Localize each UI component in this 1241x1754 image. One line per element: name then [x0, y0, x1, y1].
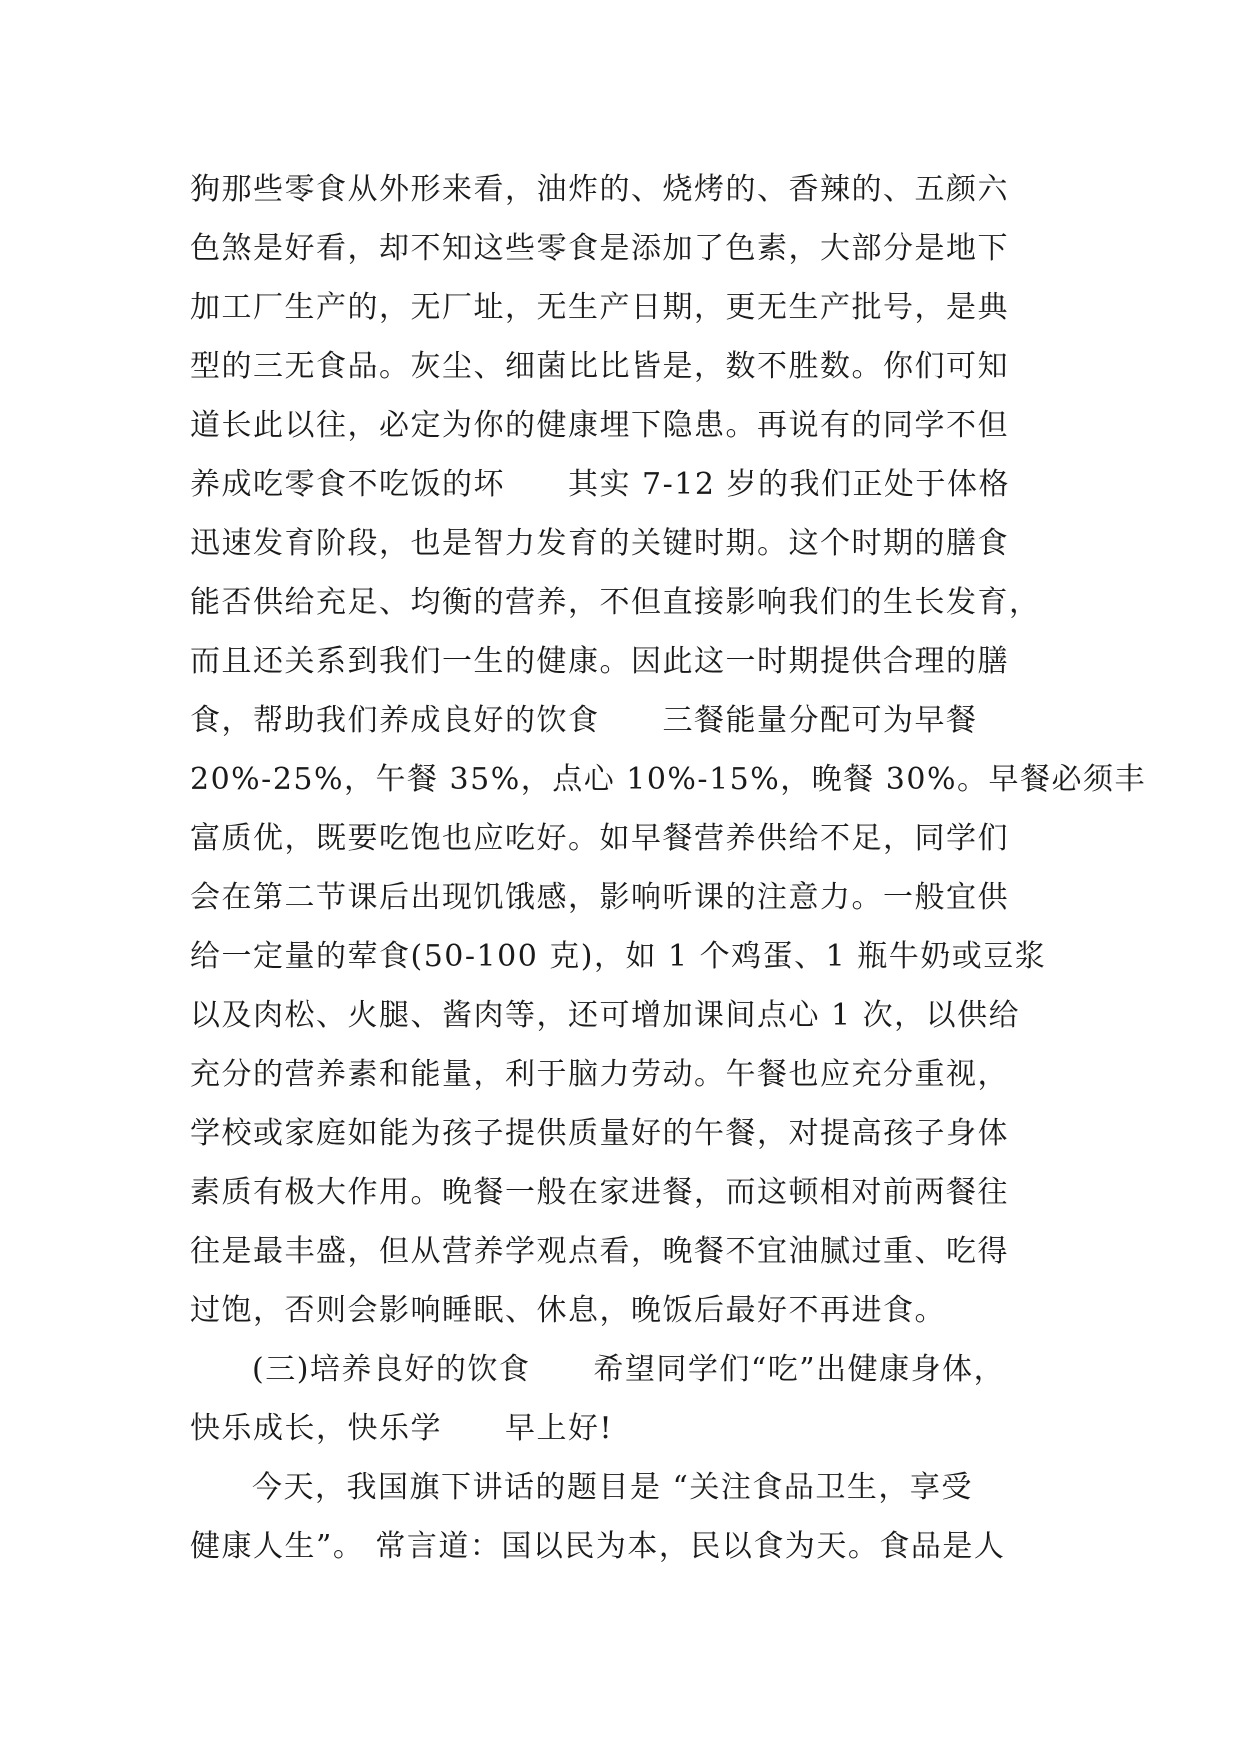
- text-line: 加工厂生产的，无厂址，无生产日期，更无生产批号，是典: [190, 290, 1009, 325]
- text-line: 狗那些零食从外形来看，油炸的、烧烤的、香辣的、五颜六: [190, 172, 1009, 207]
- text-line: 食，帮助我们养成良好的饮食 三餐能量分配可为早餐: [190, 703, 978, 738]
- text-line: 会在第二节课后出现饥饿感，影响听课的注意力。一般宜供: [190, 880, 1009, 915]
- text-line: 充分的营养素和能量，利于脑力劳动。午餐也应充分重视，: [190, 1057, 1009, 1092]
- text-line: 健康人生”。 常言道：国以民为本，民以食为天。食品是人: [190, 1529, 1006, 1564]
- text-line: 养成吃零食不吃饭的坏 其实 7-12 岁的我们正处于体格: [190, 467, 1010, 502]
- text-line: 给一定量的荤食(50-100 克)，如 1 个鸡蛋、1 瓶牛奶或豆浆: [190, 939, 1047, 974]
- text-line: 而且还关系到我们一生的健康。因此这一时期提供合理的膳: [190, 644, 1009, 679]
- text-line: 快乐成长，快乐学 早上好!: [190, 1411, 614, 1446]
- text-line: 能否供给充足、均衡的营养，不但直接影响我们的生长发育，: [190, 585, 1041, 620]
- text-line: 20%-25%，午餐 35%，点心 10%-15%，晚餐 30%。早餐必须丰: [190, 762, 1146, 797]
- paragraph-start-line: (三)培养良好的饮食 希望同学们“吃”出健康身体，: [252, 1352, 1006, 1387]
- text-line: 型的三无食品。灰尘、细菌比比皆是，数不胜数。你们可知: [190, 349, 1009, 384]
- text-line: 道长此以往，必定为你的健康埋下隐患。再说有的同学不但: [190, 408, 1009, 443]
- text-line: 过饱，否则会影响睡眠、休息，晚饭后最好不再进食。: [190, 1293, 946, 1328]
- paragraph-start-line: 今天，我国旗下讲话的题目是 “关注食品卫生，享受: [252, 1470, 973, 1505]
- text-line: 以及肉松、火腿、酱肉等，还可增加课间点心 1 次，以供给: [190, 998, 1021, 1033]
- text-line: 富质优，既要吃饱也应吃好。如早餐营养供给不足，同学们: [190, 821, 1009, 856]
- body-text: [190, 160, 1146, 1576]
- text-line: 往是最丰盛，但从营养学观点看，晚餐不宜油腻过重、吃得: [190, 1234, 1009, 1269]
- text-line: 迅速发育阶段，也是智力发育的关键时期。这个时期的膳食: [190, 526, 1009, 561]
- text-line: 学校或家庭如能为孩子提供质量好的午餐，对提高孩子身体: [190, 1116, 1009, 1151]
- text-line: 素质有极大作用。晚餐一般在家进餐，而这顿相对前两餐往: [190, 1175, 1009, 1210]
- text-line: 色煞是好看，却不知这些零食是添加了色素，大部分是地下: [190, 231, 1009, 266]
